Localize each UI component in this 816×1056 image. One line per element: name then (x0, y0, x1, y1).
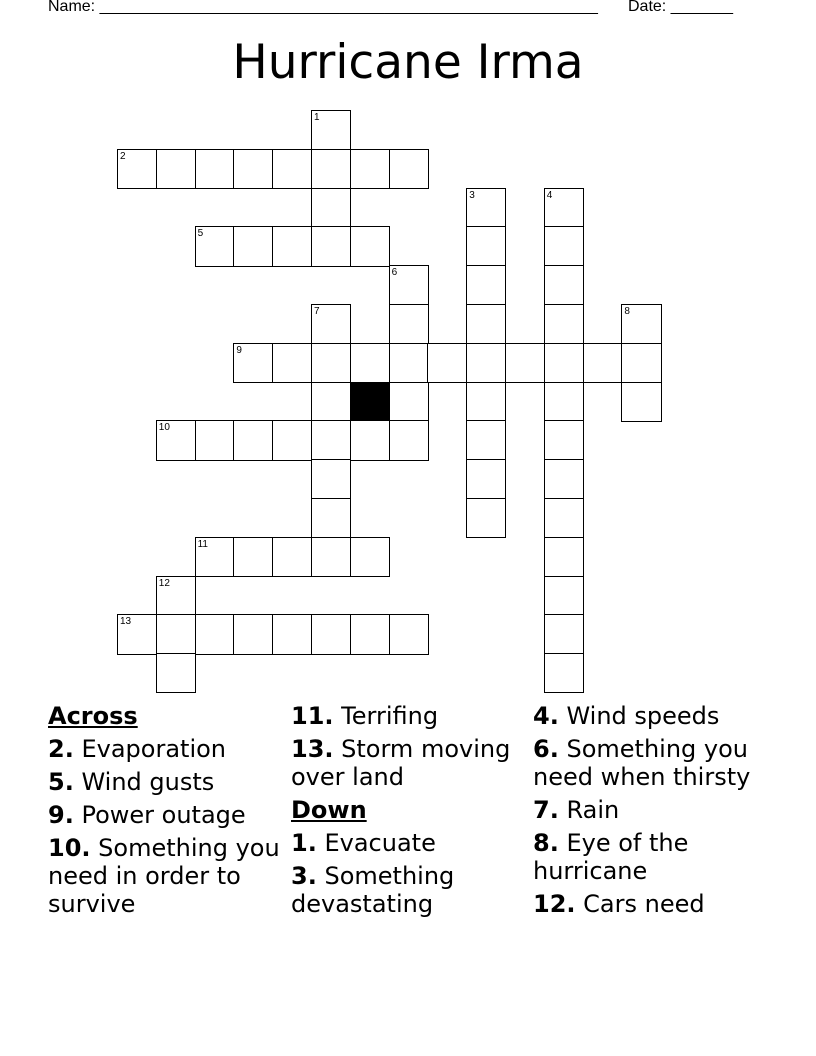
grid-cell[interactable] (427, 343, 467, 383)
grid-cell[interactable] (272, 343, 312, 383)
cell-number: 13 (120, 616, 132, 628)
clue-down-1: 1. Evacuate (291, 829, 436, 857)
grid-cell[interactable] (195, 149, 235, 189)
grid-cell[interactable] (117, 614, 157, 654)
grid-cell[interactable] (544, 188, 584, 228)
cell-number: 9 (236, 344, 242, 356)
name-field[interactable]: Name: ________________________________________________________ (48, 0, 598, 15)
clue-down-12: 12. Cars need (533, 890, 705, 918)
grid-cell[interactable] (621, 343, 661, 383)
grid-cell[interactable] (544, 304, 584, 344)
cell-number: 2 (120, 150, 126, 162)
clue-across-10: 10. Something you need in order to survive (48, 834, 280, 918)
grid-cell[interactable] (350, 537, 390, 577)
clue-across-11: 11. Terrifing (291, 702, 439, 730)
down-heading: Down (291, 796, 367, 824)
grid-cell[interactable] (389, 265, 429, 305)
grid-cell[interactable] (544, 459, 584, 499)
grid-cell[interactable] (544, 614, 584, 654)
grid-cell[interactable] (466, 188, 506, 228)
grid-cell[interactable] (466, 498, 506, 538)
grid-cell[interactable] (156, 149, 196, 189)
grid-cell[interactable] (156, 576, 196, 616)
grid-cell[interactable] (350, 420, 390, 460)
grid-cell[interactable] (505, 343, 545, 383)
cell-number: 8 (624, 306, 630, 317)
grid-cell[interactable] (233, 226, 273, 266)
grid-cell[interactable] (311, 226, 351, 266)
grid-cell[interactable] (156, 420, 196, 460)
grid-cell[interactable] (621, 382, 661, 422)
grid-cell[interactable] (389, 420, 429, 460)
grid-cell[interactable] (544, 498, 584, 538)
grid-cell[interactable] (311, 537, 351, 577)
grid-cell[interactable] (583, 343, 623, 383)
grid-cell[interactable] (466, 265, 506, 305)
clue-across-5: 5. Wind gusts (48, 768, 215, 796)
date-field[interactable]: Date: _______ (628, 0, 733, 15)
cell-number: 4 (546, 189, 553, 201)
grid-cell[interactable] (466, 226, 506, 266)
grid-cell[interactable] (311, 149, 351, 189)
grid-cell[interactable] (466, 420, 506, 460)
grid-cell[interactable] (117, 149, 157, 189)
grid-cell[interactable] (233, 149, 273, 189)
grid-cell[interactable] (311, 498, 351, 538)
clue-down-7: 7. Rain (533, 796, 620, 824)
grid-cell[interactable] (544, 226, 584, 266)
across-heading: Across (48, 702, 138, 730)
cell-number: 5 (197, 228, 204, 240)
clue-across-2: 2. Evaporation (48, 735, 227, 763)
grid-cell[interactable] (272, 226, 312, 266)
grid-cell[interactable] (272, 149, 312, 189)
grid-cell[interactable] (466, 382, 506, 422)
grid-cell[interactable] (233, 343, 273, 383)
grid-cell[interactable] (466, 343, 506, 383)
grid-cell[interactable] (311, 110, 351, 150)
grid-cell[interactable] (350, 226, 390, 266)
page-title: Hurricane Irma (232, 35, 584, 90)
grid-cell[interactable] (544, 265, 584, 305)
cell-number: 12 (158, 577, 170, 589)
cell-number: 11 (197, 538, 208, 550)
grid-cell[interactable] (389, 382, 429, 422)
grid-cell[interactable] (156, 614, 196, 654)
cell-number: 1 (314, 112, 320, 123)
grid-cell[interactable] (272, 614, 312, 654)
clue-across-13: 13. Storm moving over land (291, 735, 511, 791)
grid-cell[interactable] (195, 537, 235, 577)
grid-cell[interactable] (544, 420, 584, 460)
grid-cell[interactable] (272, 420, 312, 460)
grid-cell[interactable] (311, 382, 351, 422)
grid-cell[interactable] (272, 537, 312, 577)
grid-cell[interactable] (544, 576, 584, 616)
grid-cell[interactable] (156, 653, 196, 693)
cell-number: 7 (314, 306, 320, 317)
grid-cell[interactable] (389, 614, 429, 654)
grid-cell[interactable] (350, 614, 390, 654)
grid-cell[interactable] (544, 382, 584, 422)
grid-cell[interactable] (621, 304, 661, 344)
grid-cell[interactable] (311, 420, 351, 460)
grid-cell[interactable] (311, 188, 351, 228)
clue-column-2 (291, 702, 527, 923)
clue-column-1 (48, 702, 284, 923)
grid-cell[interactable] (544, 653, 584, 693)
cell-number: 6 (391, 267, 398, 279)
grid-cell[interactable] (350, 343, 390, 383)
grid-cell[interactable] (195, 226, 235, 266)
grid-cell[interactable] (233, 614, 273, 654)
grid-cell[interactable] (389, 149, 429, 189)
grid-cell[interactable] (389, 304, 429, 344)
cell-number: 10 (158, 422, 170, 434)
grid-cell[interactable] (544, 343, 584, 383)
grid-cell[interactable] (311, 614, 351, 654)
grid-cell[interactable] (389, 343, 429, 383)
grid-cell[interactable] (350, 149, 390, 189)
clue-down-8: 8. Eye of the hurricane (533, 829, 689, 885)
cell-number: 3 (469, 189, 475, 201)
grid-cell[interactable] (311, 459, 351, 499)
grid-cell[interactable] (195, 614, 235, 654)
grid-cell[interactable] (466, 459, 506, 499)
clue-across-9: 9. Power outage (48, 801, 246, 829)
clue-down-4: 4. Wind speeds (533, 702, 720, 730)
grid-cell[interactable] (311, 304, 351, 344)
grid-cell[interactable] (311, 343, 351, 383)
clue-down-3: 3. Something devastating (291, 862, 455, 918)
black-cell (350, 382, 390, 422)
grid-cell[interactable] (195, 420, 235, 460)
clue-column-3 (533, 702, 773, 923)
grid-cell[interactable] (233, 537, 273, 577)
clue-down-6: 6. Something you need when thirsty (533, 735, 751, 791)
grid-cell[interactable] (544, 537, 584, 577)
grid-cell[interactable] (466, 304, 506, 344)
grid-cell[interactable] (233, 420, 273, 460)
